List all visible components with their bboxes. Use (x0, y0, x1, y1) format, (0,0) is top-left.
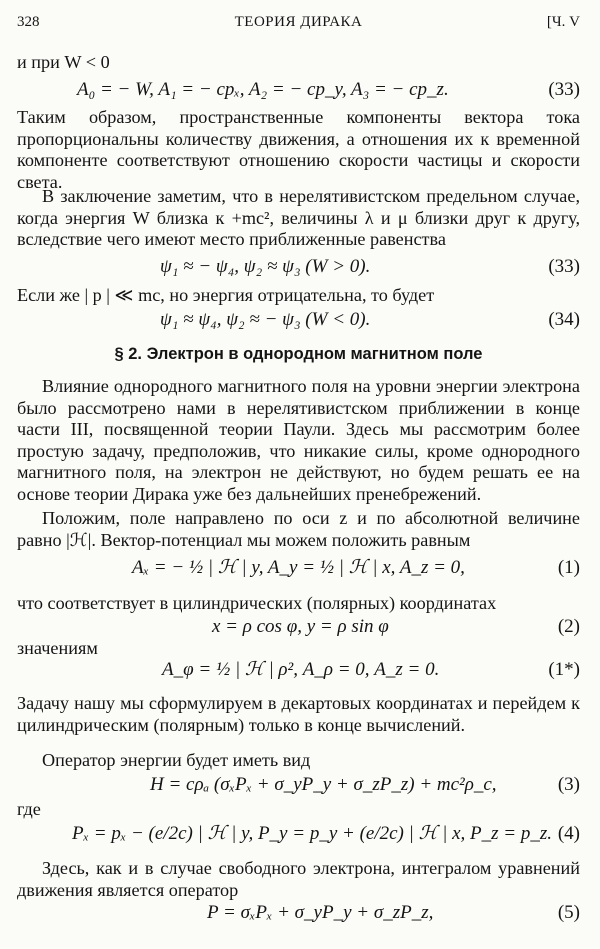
equation-body: ψ₁ ≈ ψ₄, ψ₂ ≈ − ψ₃ (W < 0). (160, 309, 371, 330)
paragraph-values: значениям (17, 638, 98, 658)
equation-body: x = ρ cos φ, y = ρ sin φ (212, 616, 389, 637)
equation-4 (17, 819, 580, 849)
running-header (17, 14, 580, 36)
paragraph-field-direction: Положим, поле направлено по оси z и по абсолютной величине равно |ℋ|. Вектор-потенциал мы можем положить равным (17, 508, 580, 550)
equation-1-star (17, 655, 580, 685)
equation-3 (17, 770, 580, 800)
equation-number: (33) (548, 79, 580, 100)
equation-body: A₀ = − W, A₁ = − cpₓ, A₂ = − cp_y, A₃ = − cp_z. (77, 79, 449, 100)
chapter-marker: [Ч. V (546, 14, 580, 30)
paragraph-negative-energy: Если же | p | ≪ mc, но энергия отрицательна, то будет (17, 285, 435, 305)
paragraph-integral-of-motion: Здесь, как и в случае свободного электрона, интегралом уравнений движения является оператор (17, 858, 580, 900)
equation-1 (17, 553, 580, 583)
equation-number: (3) (557, 774, 580, 795)
equation-number: (2) (557, 616, 580, 637)
equation-34 (17, 305, 580, 335)
section-title: § 2. Электрон в однородном магнитном поле (114, 345, 483, 363)
running-title: ТЕОРИЯ ДИРАКА (234, 14, 363, 30)
equation-5 (17, 898, 580, 928)
equation-number: (1) (557, 557, 580, 578)
equation-number: (4) (557, 823, 580, 844)
equation-number: (33) (548, 256, 580, 277)
equation-body: A_φ = ½ | ℋ | ρ², A_ρ = 0, A_z = 0. (162, 659, 440, 680)
equation-33b (17, 252, 580, 282)
paragraph-energy-operator: Оператор энергии будет иметь вид (42, 750, 311, 770)
equation-body: P = σₓPₓ + σ_yP_y + σ_zP_z, (207, 902, 434, 923)
equation-33a (17, 75, 580, 105)
paragraph-magnetic-field-intro: Влияние однородного магнитного поля на уровни энергии электрона было рассмотрено нами в нерелятивистском приближении в конце части III, посвященной теории Паули. Здесь мы рассмотрим более простую задачу, предположив, что никакие силы, кроме однородного магнитного поля, на электрон не действуют, но будем решать ее на основе теории Дирака уже без дальнейших пренебрежений. (17, 376, 580, 504)
equation-number: (1*) (548, 659, 580, 680)
paragraph-formulation: Задачу нашу мы сформулируем в декартовых координатах и перейдем к цилиндрическим (полярным) только в конце вычислений. (17, 693, 580, 735)
paragraph-cylindrical: что соответствует в цилиндрических (полярных) координатах (17, 593, 497, 613)
paragraph-where: где (17, 799, 41, 819)
intro-line: и при W < 0 (17, 52, 110, 72)
equation-body: Aₓ = − ½ | ℋ | y, A_y = ½ | ℋ | x, A_z = 0, (132, 557, 465, 578)
equation-body: ψ₁ ≈ − ψ₄, ψ₂ ≈ ψ₃ (W > 0). (160, 256, 371, 277)
equation-body: H = cρₐ (σₓPₓ + σ_yP_y + σ_zP_z) + mc²ρ_c, (150, 774, 497, 795)
page-number: 328 (17, 14, 40, 30)
equation-number: (5) (557, 902, 580, 923)
paragraph-current-components: Таким образом, пространственные компоненты вектора тока пропорциональны количеству движения, а отношения их к временной компоненте соответствуют отношению скорости частицы и скорости света. (17, 107, 580, 192)
equation-body: Pₓ = pₓ − (e/2c) | ℋ | y, P_y = p_y + (e/2c) | ℋ | x, P_z = p_z. (72, 823, 552, 844)
paragraph-nonrelativistic-limit: В заключение заметим, что в нерелятивистском предельном случае, когда энергия W близка к +mc², величины λ и μ близки друг к другу, вследствие чего имеют место приближенные равенства (17, 186, 580, 250)
equation-number: (34) (548, 309, 580, 330)
